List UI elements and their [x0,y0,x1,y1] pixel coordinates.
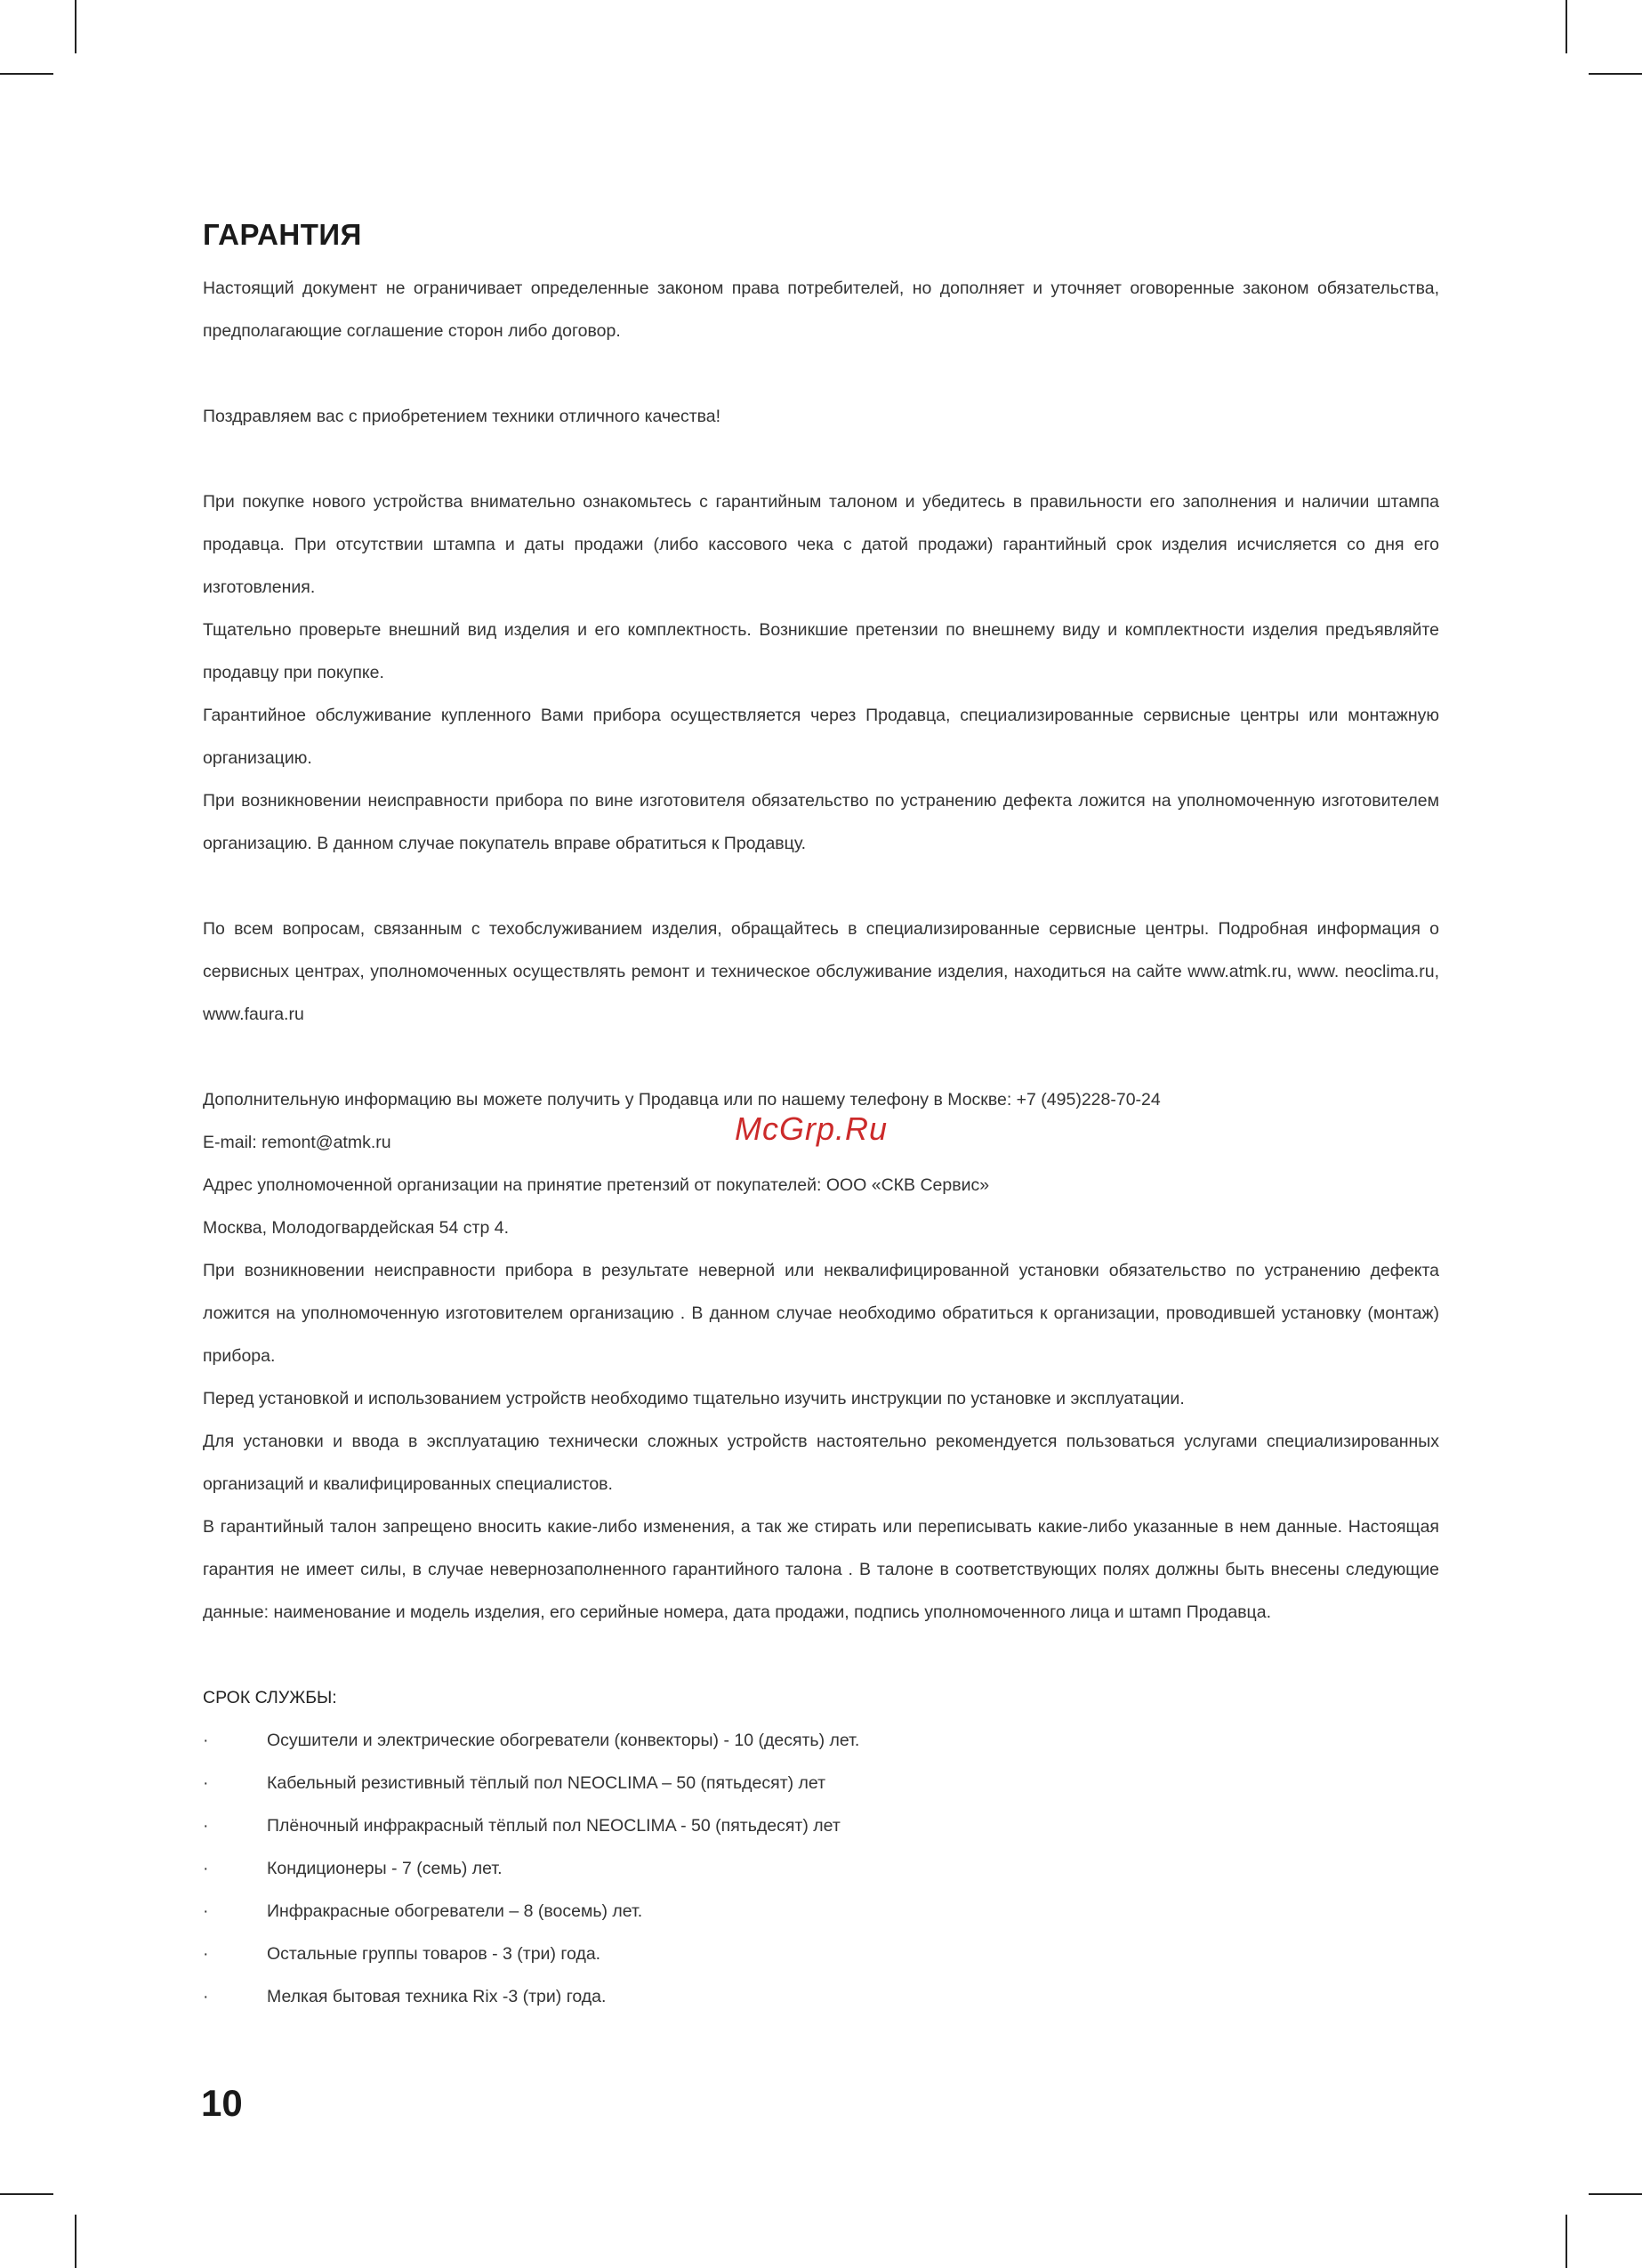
bullet-icon: · [203,1773,209,1793]
paragraph-card-rules: В гарантийный талон запрещено вносить какие-либо изменения, а так же стирать или переписывать какие-либо указанные в нем данные. Настоящая гарантия не имеет силы, в случае невернозаполненного гарантийного талона . В талоне в соответствующих полях должны быть внесены следующие данные: наименование и модель изделия, его серийные номера, дата продажи, подпись уполномоченного лица и штамп Продавца. [203,1517,1439,1622]
list-item [203,1890,1439,1933]
crop-mark-top-left-horizontal [0,73,53,75]
list-item-text: Инфракрасные обогреватели – 8 (восемь) лет. [267,1901,643,1921]
list-item-text: Мелкая бытовая техника Rix -3 (три) года. [267,1987,607,2006]
paragraph-specialists: Для установки и ввода в эксплуатацию технически сложных устройств настоятельно рекомендуется пользоваться услугами специализированных организаций и квалифицированных специалистов. [203,1432,1439,1494]
list-item [203,1804,1439,1847]
crop-mark-bottom-right-horizontal [1589,2193,1642,2195]
paragraph-email: E-mail: remont@atmk.ru [203,1133,391,1152]
crop-mark-top-left-vertical [75,0,76,53]
list-item [203,1933,1439,1975]
bullet-icon: · [203,1901,209,1921]
paragraph-service: Гарантийное обслуживание купленного Вами прибора осуществляется через Продавца, специализированные сервисные центры или монтажную организацию. [203,706,1439,768]
paragraph-city-address: Москва, Молодогвардейская 54 стр 4. [203,1218,509,1238]
bullet-icon: · [203,1731,209,1750]
paragraph-warranty-card: При покупке нового устройства внимательно ознакомьтесь с гарантийным талоном и убедитесь в правильности его заполнения и наличии штампа продавца. При отсутствии штампа и даты продажи (либо кассового чека с датой продажи) гарантийный срок изделия исчисляется со дня его изготовления. [203,492,1439,597]
list-item-text: Кондиционеры - 7 (семь) лет. [267,1859,503,1878]
paragraph-intro: Настоящий документ не ограничивает определенные законом права потребителей, но дополняет и уточняет оговоренные законом обязательства, предполагающие соглашение сторон либо договор. [203,278,1439,341]
page-number: 10 [201,2082,243,2124]
service-life-list [203,1719,1439,2018]
list-item-text: Остальные группы товаров - 3 (три) года. [267,1944,601,1964]
bullet-icon: · [203,1944,209,1964]
crop-mark-bottom-left-vertical [75,2215,76,2268]
list-item-text: Кабельный резистивный тёплый пол NEOCLIMA – 50 (пятьдесят) лет [267,1773,826,1793]
crop-mark-top-right-vertical [1566,0,1567,53]
paragraph-inspect: Тщательно проверьте внешний вид изделия и его комплектность. Возникшие претензии по внешнему виду и комплектности изделия предъявляйте продавцу при покупке. [203,620,1439,682]
paragraph-congrats: Поздравляем вас с приобретением техники отличного качества! [203,407,721,426]
bullet-icon: · [203,1816,209,1836]
paragraph-installation-defect: При возникновении неисправности прибора в результате неверной или неквалифицированной установки обязательство по устранению дефекта ложится на уполномоченную изготовителем организацию . В данном случае необходимо обратиться к организации, проводившей установку (монтаж) прибора. [203,1261,1439,1366]
crop-mark-bottom-right-vertical [1566,2215,1567,2268]
list-item [203,1847,1439,1890]
spacer [203,1036,1439,1078]
list-item [203,1719,1439,1762]
spacer [203,1634,1439,1676]
page-title: ГАРАНТИЯ [203,218,362,251]
paragraph-claims-address: Адрес уполномоченной организации на принятие претензий от покупателей: ООО «СКВ Сервис» [203,1175,990,1195]
bullet-icon: · [203,1859,209,1878]
list-item-text: Плёночный инфракрасный тёплый пол NEOCLIMA - 50 (пятьдесят) лет [267,1816,841,1836]
paragraph-service-centers: По всем вопросам, связанным с техобслуживанием изделия, обращайтесь в специализированные сервисные центры. Подробная информация о сервисных центрах, уполномоченных осуществлять ремонт и техническое обслуживание изделия, находиться на сайте www.atmk.ru, www. neoclima.ru, www.faura.ru [203,919,1439,1024]
paragraph-instructions: Перед установкой и использованием устройств необходимо тщательно изучить инструкции по установке и эксплуатации. [203,1389,1185,1408]
crop-mark-top-right-horizontal [1589,73,1642,75]
spacer [203,865,1439,908]
list-item [203,1762,1439,1804]
bullet-icon: · [203,1987,209,2006]
list-item-text: Осушители и электрические обогреватели (конвекторы) - 10 (десять) лет. [267,1731,860,1750]
spacer [203,438,1439,480]
spacer [203,352,1439,395]
service-life-heading: СРОК СЛУЖБЫ: [203,1688,337,1707]
paragraph-phone: Дополнительную информацию вы можете получить у Продавца или по нашему телефону в Москве: +7 (495)228-70-24 [203,1090,1161,1110]
list-item [203,1975,1439,2018]
paragraph-defect: При возникновении неисправности прибора по вине изготовителя обязательство по устранению дефекта ложится на уполномоченную изготовителем организацию. В данном случае покупатель вправе обратиться к Продавцу. [203,791,1439,853]
watermark: McGrp.Ru [735,1110,889,1147]
crop-mark-bottom-left-horizontal [0,2193,53,2195]
